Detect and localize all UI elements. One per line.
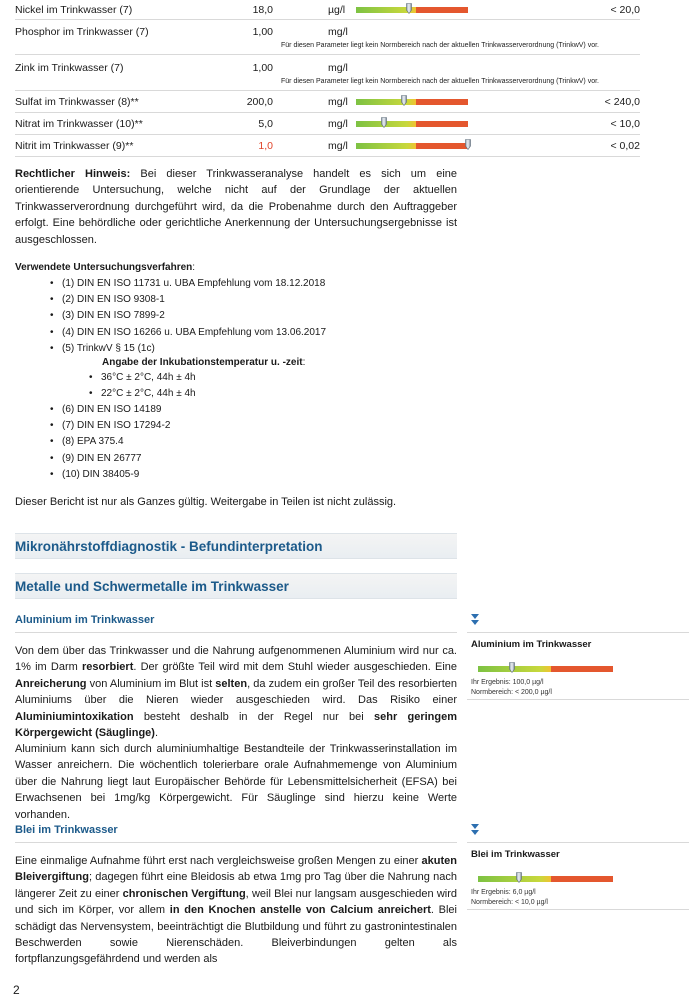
result-marker-icon (406, 3, 412, 14)
incubation-heading: Angabe der Inkubationstemperatur u. -zeit: (102, 357, 306, 368)
aluminium-box-meta (471, 678, 552, 697)
section-heading-interpretation: Mikronährstoffdiagnostik - Befundinterpretation (15, 533, 457, 559)
result-unit: mg/l (328, 118, 348, 130)
blei-box-title: Blei im Trinkwasser (471, 849, 560, 860)
legal-notice-label: Rechtlicher Hinweis: (15, 168, 131, 180)
result-value: 200,0 (246, 96, 273, 108)
result-limit: < 10,0 (610, 118, 640, 130)
result-parameter-name: Sulfat im Trinkwasser (8)** (15, 96, 139, 108)
result-value: 1,0 (258, 140, 273, 152)
result-bar (356, 121, 468, 127)
result-value: 1,00 (252, 26, 273, 38)
divider (15, 156, 640, 157)
emphasis: Anreicherung (15, 677, 87, 690)
methods-list (50, 276, 326, 357)
text: ; dagegen führt eine Bleidosis ab etwa 1mg pro Tag über die Nahrung nach längerer Zeit zu einer (15, 871, 457, 900)
divider (15, 134, 640, 135)
list-item: • (9) DIN EN 26777 (50, 451, 170, 467)
list-item: • (3) DIN EN ISO 7899-2 (50, 308, 326, 324)
methods-heading: Verwendete Untersuchungsverfahren: (15, 262, 196, 273)
result-marker-icon (401, 95, 407, 106)
result-note: Für diesen Parameter liegt kein Normbereich nach der aktuellen Trinkwasserverordnung (TrinkwV) vor. (281, 78, 599, 85)
aluminium-range: Normbereich: < 200,0 µg/l (471, 688, 552, 696)
text: Von dem über das Trinkwasser und die Nahrung aufgenommenen Aluminium wird nur ca. 1% im Darm (15, 645, 457, 674)
emphasis: chronischen Vergiftung (122, 887, 246, 900)
aluminium-result-box (467, 632, 689, 700)
text: von Aluminium im Blut ist (86, 677, 216, 690)
validity-note: Dieser Bericht ist nur als Ganzes gültig. Weitergabe in Teilen ist nicht zulässig. (15, 496, 397, 508)
blei-box-meta (471, 888, 548, 907)
aluminium-result: Ihr Ergebnis: 100,0 µg/l (471, 679, 544, 686)
aluminium-paragraph (15, 643, 457, 741)
blei-paragraph (15, 853, 457, 968)
aluminium-result-bar (478, 666, 613, 672)
list-item: • (8) EPA 375.4 (50, 434, 170, 450)
result-unit: mg/l (328, 26, 348, 38)
emphasis: in den Knochen anstelle von Calcium anreichert (169, 904, 431, 917)
result-bar (356, 7, 468, 13)
result-unit: mg/l (328, 62, 348, 74)
text: Eine einmalige Aufnahme führt erst nach vergleichsweise großen Mengen zu einer (15, 855, 422, 867)
result-marker-icon (509, 662, 515, 673)
list-item: • (10) DIN 38405-9 (50, 467, 170, 483)
result-marker-icon (516, 872, 522, 883)
divider (15, 90, 640, 91)
aluminium-box-title: Aluminium im Trinkwasser (471, 639, 592, 650)
result-parameter-name: Phosphor im Trinkwasser (7) (15, 26, 149, 38)
blei-range: Normbereich: < 10,0 µg/l (471, 898, 548, 906)
list-item: • (7) DIN EN ISO 17294-2 (50, 418, 170, 434)
result-marker-icon (381, 117, 387, 128)
divider (15, 112, 640, 113)
section-heading-metals: Metalle und Schwermetalle im Trinkwasser (15, 573, 457, 599)
emphasis: selten (215, 677, 248, 690)
divider (15, 19, 640, 20)
text: . (154, 727, 159, 740)
blei-result: Ihr Ergebnis: 6,0 µg/l (471, 889, 536, 896)
emphasis: resorbiert (82, 661, 134, 674)
list-item: • (4) DIN EN ISO 16266 u. UBA Empfehlung vom 13.06.2017 (50, 325, 326, 341)
aluminium-heading: Aluminium im Trinkwasser (15, 614, 155, 626)
flag-icon (471, 824, 479, 836)
methods-list-continued (50, 402, 170, 483)
list-item: • (6) DIN EN ISO 14189 (50, 402, 170, 418)
text: . Blei schädigt das Nervensystem, beeinträchtigt die Blutbildung und führt zu gastronintestinalen Beschwerden sowie Nierenschäden. Bleiverbindungen gelten als fortpflanzungsgefährdend und werden als (15, 904, 457, 966)
legal-notice-text: Bei dieser Trinkwasseranalyse handelt es sich um eine orientierende Untersuchung, welche nicht auf der Grundlage der aktuellen Trinkwasserverordnung durchgeführt wird, da die Probenahme durch den Auftraggeber erfolgt. Eine behördliche oder gerichtliche Anerkennung der Untersuchungsergebnisse ist ausgeschlossen. (15, 168, 457, 246)
divider (15, 842, 457, 843)
result-limit: < 240,0 (604, 96, 640, 108)
result-bar (356, 99, 468, 105)
legal-notice (15, 166, 457, 248)
page-number: 2 (13, 983, 20, 997)
result-value: 1,00 (252, 62, 273, 74)
emphasis: akuten Bleivergiftung (15, 855, 457, 884)
result-bar (356, 143, 468, 149)
list-item: • (1) DIN EN ISO 11731 u. UBA Empfehlung vom 18.12.2018 (50, 276, 326, 292)
list-item: • (2) DIN EN ISO 9308-1 (50, 292, 326, 308)
list-item: • (5) TrinkwV § 15 (1c) (50, 341, 326, 357)
result-unit: mg/l (328, 140, 348, 152)
result-parameter-name: Nitrit im Trinkwasser (9)** (15, 140, 134, 152)
divider (15, 632, 457, 633)
blei-result-bar (478, 876, 613, 882)
flag-icon (471, 614, 479, 626)
result-limit: < 20,0 (610, 4, 640, 16)
text: , da zudem ein großer Teil des resorbierten Aluminiums über die Nieren wieder ausgeschieden wird. Das Risiko einer (15, 677, 458, 707)
result-parameter-name: Zink im Trinkwasser (7) (15, 62, 124, 74)
result-unit: mg/l (328, 96, 348, 108)
incubation-list (89, 370, 196, 402)
result-limit: < 0,02 (610, 140, 640, 152)
result-note: Für diesen Parameter liegt kein Normbereich nach der aktuellen Trinkwasserverordnung (TrinkwV) vor. (281, 42, 599, 49)
text: besteht deshalb in der Regel nur bei (133, 710, 374, 723)
text: , weil Blei nur langsam ausgeschieden wird und sich im Körper, vor allem (15, 887, 457, 917)
result-unit: µg/l (328, 4, 346, 16)
text: . Der größte Teil wird mit dem Stuhl wieder ausgeschieden. Eine (133, 661, 457, 674)
result-marker-icon (465, 139, 471, 150)
divider (15, 54, 640, 55)
list-item: • 36°C ± 2°C, 44h ± 4h (89, 370, 196, 386)
emphasis: Aluminiumintoxikation (15, 710, 134, 723)
blei-result-box (467, 842, 689, 910)
list-item: • 22°C ± 2°C, 44h ± 4h (89, 386, 196, 402)
emphasis: sehr geringem Körpergewicht (Säuglinge) (15, 710, 458, 740)
result-parameter-name: Nickel im Trinkwasser (7) (15, 4, 133, 16)
aluminium-paragraph-2: Aluminium kann sich durch aluminiumhaltige Bestandteile der Trinkwasserinstallation im Wasser anreichern. Die wöchentlich tolerierbare orale Aufnahmemenge von Aluminium über die Nahrung liegt laut Europäischer Behörde für Lebensmittelsicherheit (EFSA) bei Erwachsenen bei 1mg/kg Körpergewicht. Für Säuglinge sind hierzu keine Werte vorhanden. (15, 743, 457, 821)
blei-heading: Blei im Trinkwasser (15, 824, 118, 836)
result-value: 5,0 (258, 118, 273, 130)
result-value: 18,0 (252, 4, 273, 16)
result-parameter-name: Nitrat im Trinkwasser (10)** (15, 118, 143, 130)
